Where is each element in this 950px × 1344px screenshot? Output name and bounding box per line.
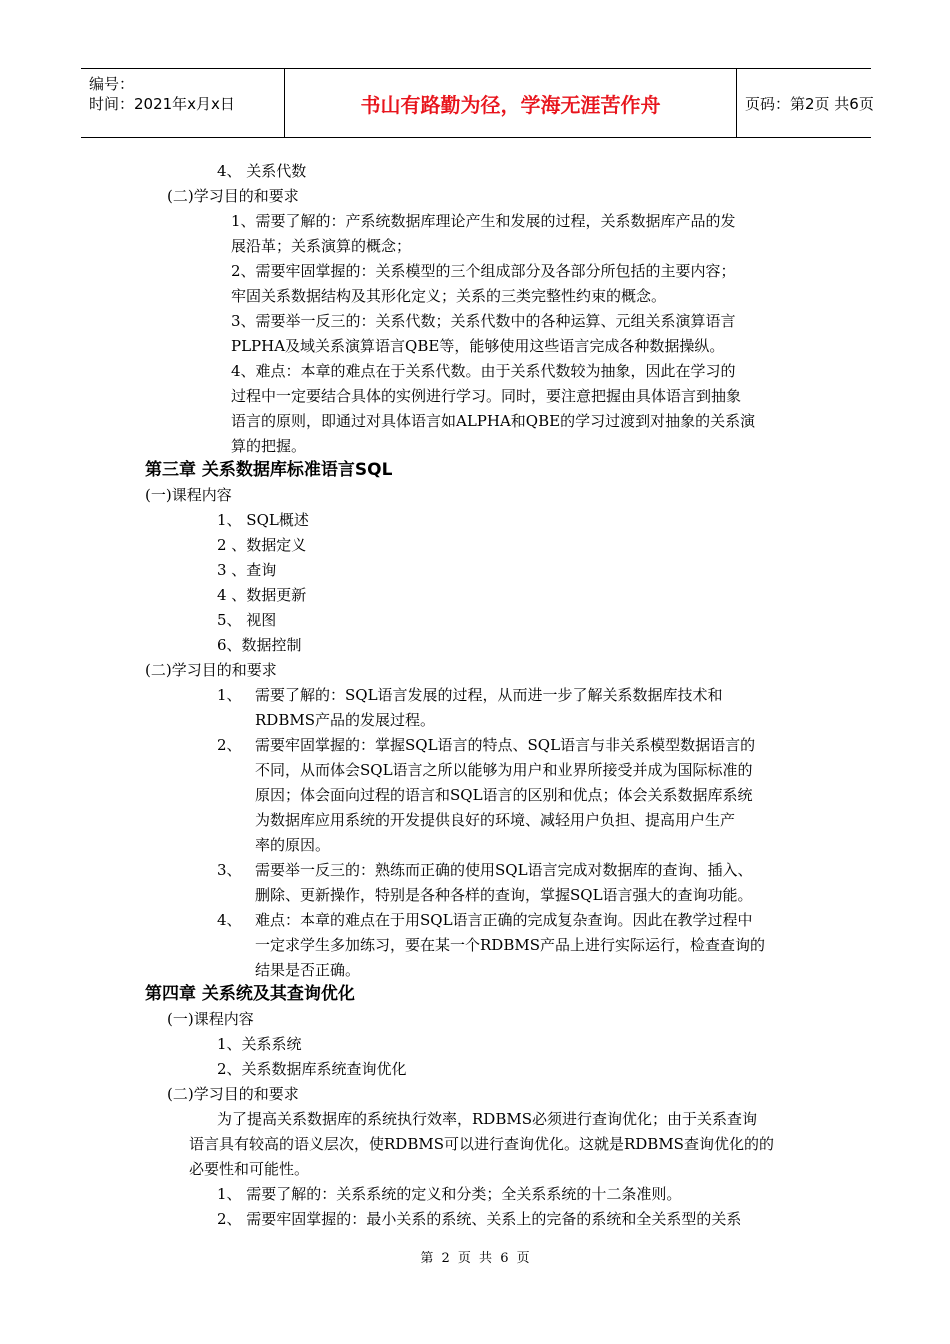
ch3-goal-2-number: 2、 (217, 736, 242, 754)
ch3-goal-2-line-5: 率的原因。 (255, 836, 331, 854)
ch4-content-heading: (一)课程内容 (167, 1010, 254, 1028)
ch3-item-6: 6、数据控制 (217, 636, 302, 654)
ch3-goal-2-line-3: 原因；体会面向过程的语言和SQL语言的区别和优点；体会关系数据库系统 (255, 786, 753, 804)
ch3-item-1: 1、 SQL概述 (217, 511, 309, 529)
ch3-goal-3-line-1: 需要举一反三的：熟练而正确的使用SQL语言完成对数据库的查询、插入、 (255, 861, 753, 879)
ch2-goal-4-line-2: 过程中一定要结合具体的实例进行学习。同时，要注意把握由具体语言到抽象 (231, 387, 742, 405)
ch2-goal-3-line-1: 3、需要举一反三的：关系代数；关系代数中的各种运算、元组关系演算语言 (231, 312, 736, 330)
ch3-item-2: 2 、数据定义 (217, 536, 307, 554)
ch4-item-2: 2、关系数据库系统查询优化 (217, 1060, 407, 1078)
ch3-goal-4-line-2: 一定求学生多加练习，要在某一个RDBMS产品上进行实际运行，检查查询的 (255, 936, 765, 954)
ch4-intro-line-1: 为了提高关系数据库的系统执行效率，RDBMS必须进行查询优化；由于关系查询 (217, 1110, 757, 1128)
number-label: 编号： (89, 75, 135, 93)
ch2-goal-4-line-3: 语言的原则，即通过对具体语言如ALPHA和QBE的学习过渡到对抽象的关系演 (231, 412, 756, 430)
ch2-item-4: 4、 关系代数 (217, 162, 307, 180)
ch2-goal-2-line-2: 牢固关系数据结构及其形化定义；关系的三类完整性约束的概念。 (231, 287, 667, 305)
ch3-goal-1-line-1: 需要了解的：SQL语言发展的过程，从而进一步了解关系数据库技术和 (255, 686, 723, 704)
ch3-goal-2-line-1: 需要牢固掌握的：掌握SQL语言的特点、SQL语言与非关系模型数据语言的 (255, 736, 756, 754)
ch2-goal-4-line-4: 算的把握。 (231, 437, 307, 455)
ch3-goal-3-line-2: 删除、更新操作，特别是各种各样的查询，掌握SQL语言强大的查询功能。 (255, 886, 753, 904)
ch3-item-4: 4 、数据更新 (217, 586, 307, 604)
ch3-goal-4-number: 4、 (217, 911, 242, 929)
page-header (81, 68, 874, 138)
ch3-content-heading: (一)课程内容 (145, 486, 232, 504)
header-meta-cell (81, 69, 285, 137)
ch3-goal-2-line-2: 不同，从而体会SQL语言之所以能够为用户和业界所接受并成为国际标准的 (255, 761, 753, 779)
ch3-goal-1-line-2: RDBMS产品的发展过程。 (255, 711, 435, 729)
ch3-goal-4-line-1: 难点：本章的难点在于用SQL语言正确的完成复杂查询。因此在教学过程中 (255, 911, 753, 929)
ch3-goals-heading: (二)学习目的和要求 (145, 661, 277, 679)
ch4-goals-heading: (二)学习目的和要求 (167, 1085, 299, 1103)
ch3-goal-1-number: 1、 (217, 686, 242, 704)
page-footer: 第 2 页 共 6 页 (420, 1251, 530, 1266)
header-motto: 书山有路勤为径，学海无涯苦作舟 (285, 69, 737, 137)
ch4-goal-1: 1、 需要了解的：关系系统的定义和分类；全关系系统的十二条准则。 (217, 1185, 682, 1203)
ch4-intro-line-3: 必要性和可能性。 (189, 1160, 310, 1178)
ch3-goal-2-line-4: 为数据库应用系统的开发提供良好的环境、减轻用户负担、提高用户生产 (255, 811, 736, 829)
ch3-item-3: 3 、查询 (217, 561, 277, 579)
chapter-4-title: 第四章 关系统及其查询优化 (145, 984, 355, 1004)
header-page-code: 页码：第2页 共6页 (745, 94, 874, 113)
ch4-intro-line-2: 语言具有较高的语义层次，使RDBMS可以进行查询优化。这就是RDBMS查询优化的的 (189, 1135, 774, 1153)
chapter-3-title: 第三章 关系数据库标准语言SQL (145, 460, 393, 480)
ch3-item-5: 5、 视图 (217, 611, 277, 629)
ch3-goal-3-number: 3、 (217, 861, 242, 879)
ch2-goal-2-line-1: 2、需要牢固掌握的：关系模型的三个组成部分及各部分所包括的主要内容； (231, 262, 736, 280)
ch2-goal-1-line-2: 展沿革；关系演算的概念； (231, 237, 412, 255)
ch2-goals-heading: (二)学习目的和要求 (167, 187, 299, 205)
ch2-goal-4-line-1: 4、难点：本章的难点在于关系代数。由于关系代数较为抽象，因此在学习的 (231, 362, 736, 380)
ch3-goal-4-line-3: 结果是否正确。 (255, 961, 361, 979)
ch4-goal-2: 2、 需要牢固掌握的：最小关系的系统、关系上的完备的系统和全关系型的关系 (217, 1210, 742, 1228)
ch2-goal-3-line-2: PLPHA及域关系演算语言QBE等，能够使用这些语言完成各种数据操纵。 (231, 337, 725, 355)
time-label: 时间：2021年x月x日 (89, 95, 235, 113)
ch2-goal-1-line-1: 1、需要了解的：产系统数据库理论产生和发展的过程，关系数据库产品的发 (231, 212, 736, 230)
ch4-item-1: 1、关系系统 (217, 1035, 302, 1053)
